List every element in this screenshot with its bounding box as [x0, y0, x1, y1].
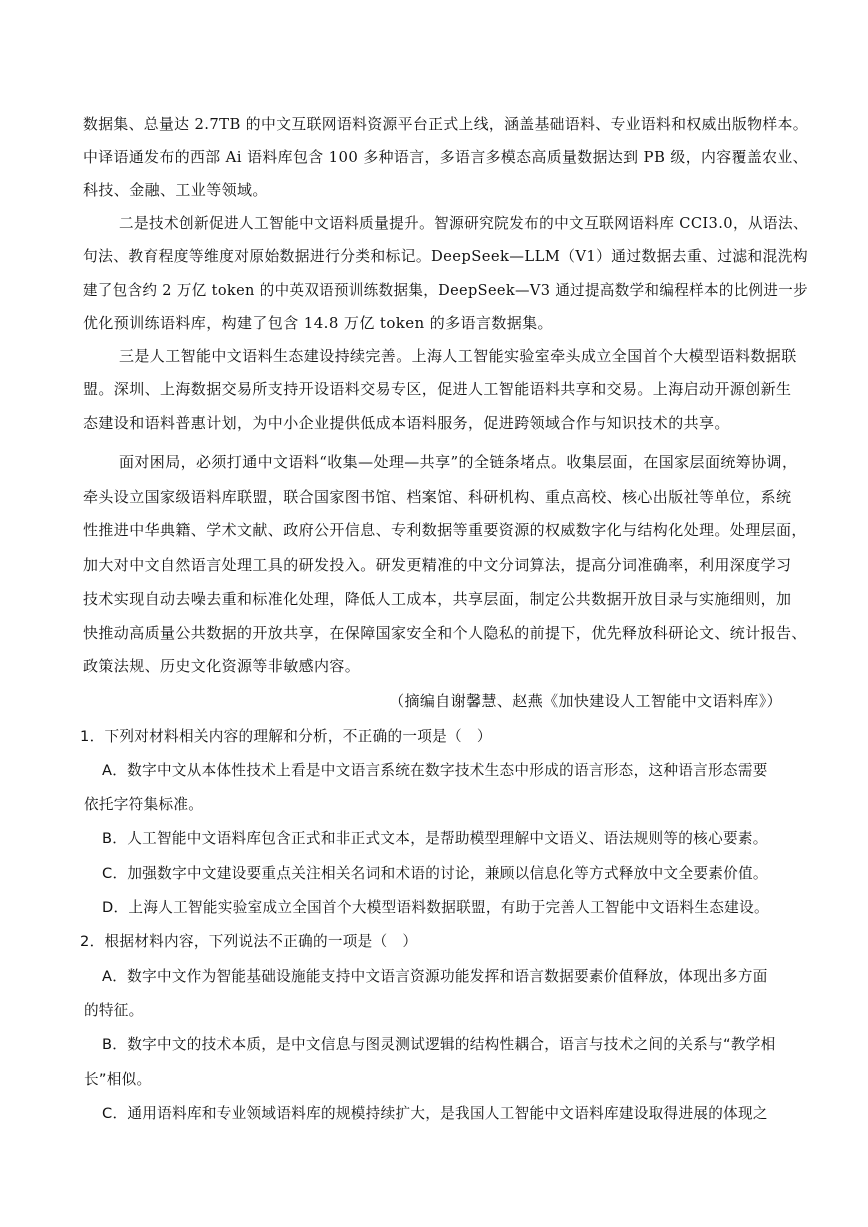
passage-line: 中译语通发布的西部 Ai 语料库包含 100 多种语言，多语言多模态高质量数据达到 PB 级，内容覆盖农业、 [83, 148, 808, 166]
q2-option-a-cont: 的特征。 [84, 1002, 144, 1019]
passage-line: 优化预训练语料库，构建了包含 14.8 万亿 token 的多语言数据集。 [83, 314, 553, 332]
q2-option-b-cont: 长”相似。 [84, 1071, 152, 1088]
q1-option-d: D．上海人工智能实验室成立全国首个大模型语料数据联盟，有助于完善人工智能中文语料生态建设。 [102, 899, 769, 916]
passage-line: 科技、金融、工业等领域。 [83, 181, 268, 199]
passage-line: 数据集、总量达 2.7TB 的中文互联网语料资源平台正式上线，涵盖基础语料、专业语料和权威出版物样本。 [83, 115, 808, 133]
source-citation: （摘编自谢馨慧、赵燕《加快建设人工智能中文语料库》） [389, 692, 782, 710]
q1-option-b: B．人工智能中文语料库包含正式和非正式文本，是帮助模型理解中文语义、语法规则等的核心要素。 [102, 830, 768, 847]
q1-option-c: C．加强数字中文建设要重点关注相关名词和术语的讨论，兼顾以信息化等方式释放中文全要素价值。 [102, 865, 768, 882]
passage-line: 政策法规、历史文化资源等非敏感内容。 [83, 657, 361, 675]
passage-line: 快推动高质量公共数据的开放共享，在保障国家安全和个人隐私的前提下，优先释放科研论文、统计报告、 [83, 624, 807, 642]
q2-option-b: B．数字中文的技术本质，是中文信息与图灵测试逻辑的结构性耦合，语言与技术之间的关系与“教学相 [102, 1036, 776, 1053]
passage-line: 加大对中文自然语言处理工具的研发投入。研发更精准的中文分词算法，提高分词准确率，利用深度学习 [83, 556, 792, 574]
q1-option-a: A．数字中文从本体性技术上看是中文语言系统在数字技术生态中形成的语言形态，这种语言形态需要 [102, 762, 768, 779]
question-2-stem: 2．根据材料内容，下列说法不正确的一项是（ ） [80, 933, 418, 950]
passage-line: 建了包含约 2 万亿 token 的中英双语预训练数据集，DeepSeek—V3 通过提高数学和编程样本的比例进一步 [83, 281, 809, 299]
passage-line: 态建设和语料普惠计划，为中小企业提供低成本语料服务，促进跨领域合作与知识技术的共享。 [83, 414, 730, 432]
q2-option-c: C．通用语料库和专业领域语料库的规模持续扩大，是我国人工智能中文语料库建设取得进展的体现之 [102, 1105, 768, 1122]
passage-line: 性推进中华典籍、学术文献、政府公开信息、专利数据等重要资源的权威数字化与结构化处理。处理层面， [83, 521, 807, 539]
passage-line: 盟。深圳、上海数据交易所支持开设语料交易专区，促进人工智能语料共享和交易。上海启动开源创新生 [83, 380, 792, 398]
question-1-stem: 1．下列对材料相关内容的理解和分析，不正确的一项是（ ） [80, 728, 492, 745]
passage-line: 句法、教育程度等维度对原始数据进行分类和标记。DeepSeek—LLM（V1）通过数据去重、过滤和混洗构 [83, 247, 808, 265]
q1-option-a-cont: 依托字符集标准。 [84, 796, 204, 813]
passage-line: 三是人工智能中文语料生态建设持续完善。上海人工智能实验室牵头成立全国首个大模型语料数据联 [119, 347, 797, 365]
passage-line: 牵头设立国家级语料库联盟，联合国家图书馆、档案馆、科研机构、重点高校、核心出版社等单位，系统 [83, 488, 792, 506]
q2-option-a: A．数字中文作为智能基础设施能支持中文语言资源功能发挥和语言数据要素价值释放，体现出多方面 [102, 968, 768, 985]
passage-line: 技术实现自动去噪去重和标准化处理，降低人工成本，共享层面，制定公共数据开放目录与实施细则，加 [83, 590, 792, 608]
passage-line: 面对困局，必须打通中文语料“收集—处理—共享”的全链条堵点。收集层面，在国家层面统筹协调， [119, 453, 798, 471]
passage-line: 二是技术创新促进人工智能中文语料质量提升。智源研究院发布的中文互联网语料库 CCI3.0，从语法、 [119, 214, 809, 232]
